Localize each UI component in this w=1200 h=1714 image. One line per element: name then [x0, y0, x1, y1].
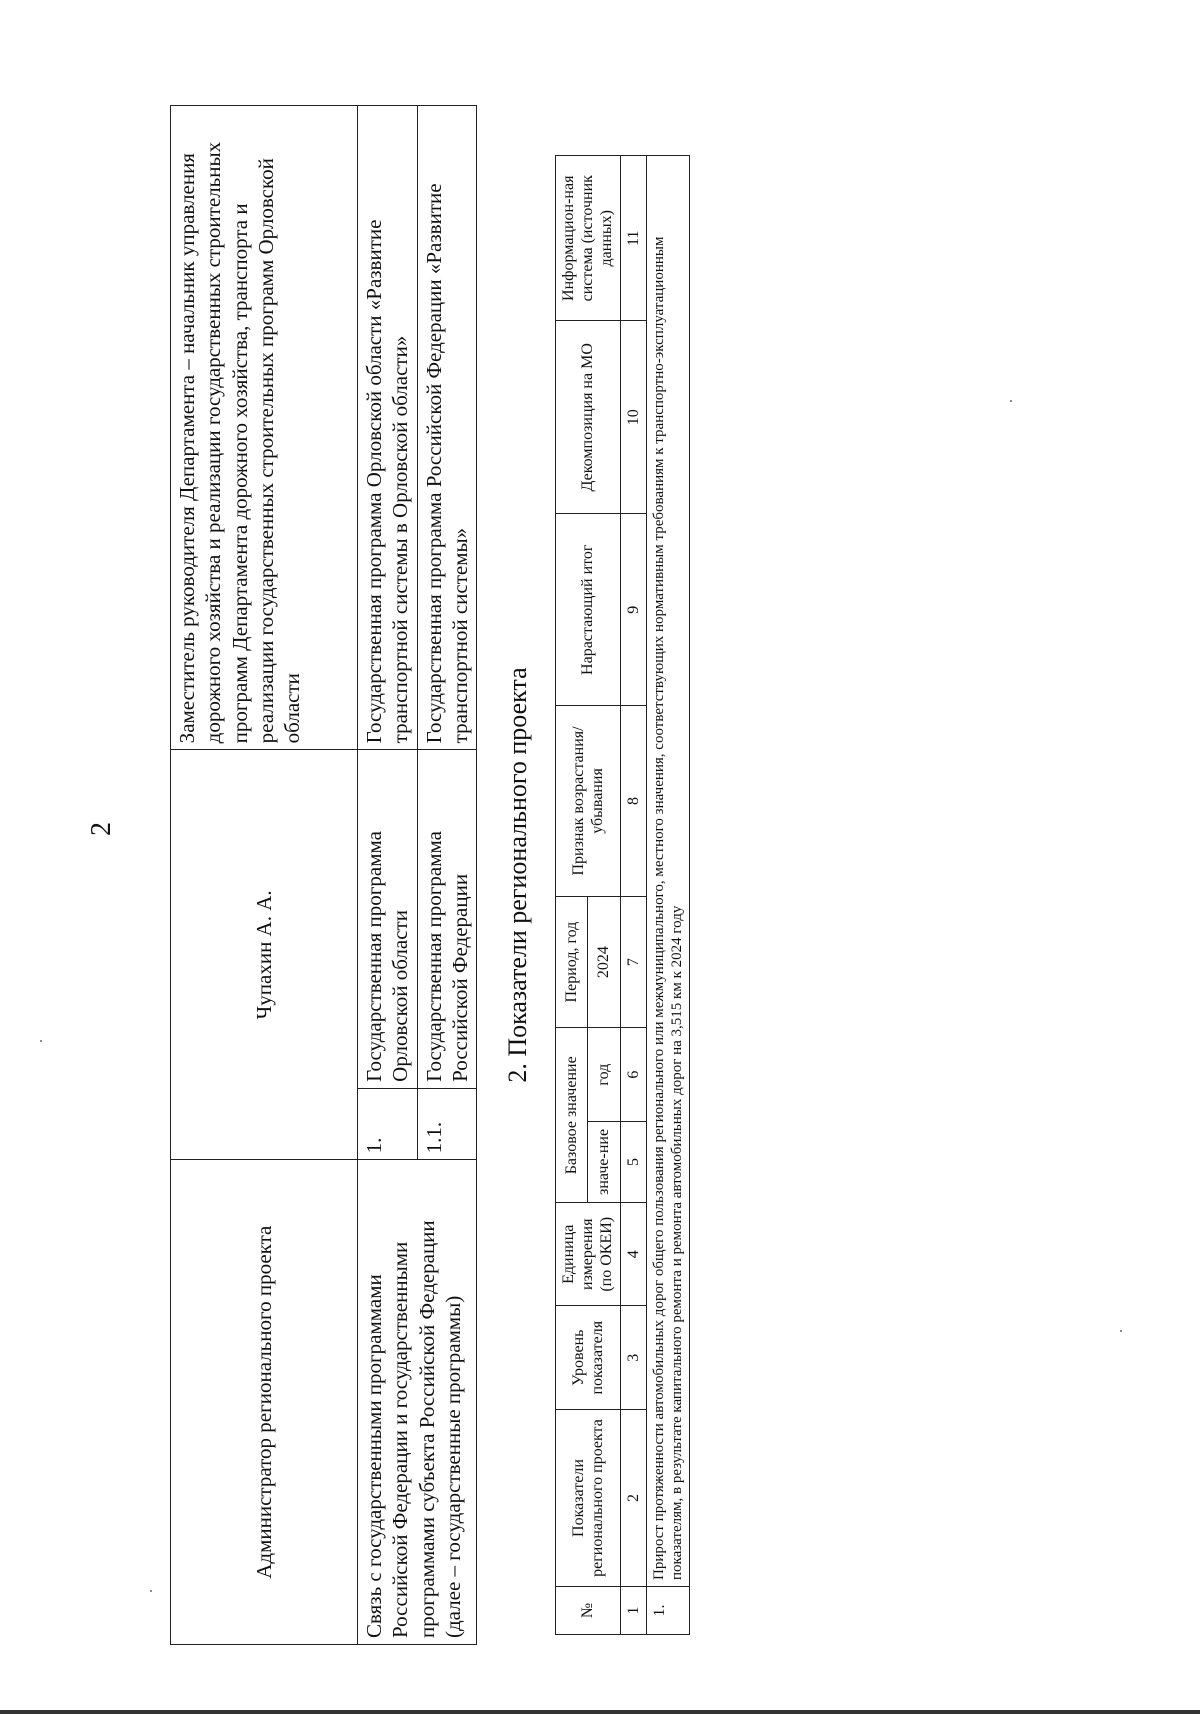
col-number: 6 [620, 1028, 646, 1121]
scan-edge-line [0, 1710, 1200, 1714]
col-number: 10 [620, 321, 646, 514]
col-number: 5 [620, 1121, 646, 1202]
admin-label: Администратор регионального проекта [171, 1160, 358, 1645]
admin-name: Чупахин А. А. [171, 750, 358, 1160]
scan-speck [150, 1590, 152, 1592]
admin-row [171, 106, 358, 1645]
admin-position: Заместитель руководителя Департамента – начальник управления дорожного хозяйства и реализации государственных строительных программ Департамента дорожного хозяйства, транспорта и реализации государственных строительных программ Орловской области [171, 106, 358, 750]
header-unit: Единица измерения (по ОКЕИ) [556, 1203, 621, 1306]
indicator-row [646, 156, 689, 1635]
col-number: 4 [620, 1203, 646, 1306]
program-num-2: 1.1. [417, 1088, 477, 1160]
indicators-table [555, 155, 690, 1635]
header-base-value: значе-ние [588, 1121, 620, 1202]
col-number: 3 [620, 1306, 646, 1410]
header-period: Период, год [556, 896, 588, 1028]
header-row-1 [556, 156, 588, 1635]
header-level: Уровень показателя [556, 1306, 621, 1410]
program-short-2: Государственная программа Российской Федерации [417, 750, 477, 1089]
col-number: 11 [620, 156, 646, 321]
rotated-document-content [170, 105, 910, 1645]
page-number: 2 [86, 822, 117, 836]
program-full-2: Государственная программа Российской Федерации «Развитие транспортной системы» [417, 106, 477, 750]
scan-speck [1010, 400, 1012, 402]
col-number: 9 [620, 514, 646, 706]
scan-speck [40, 1040, 42, 1042]
indicator-text: Прирост протяженности автомобильных дорог общего пользования регионального или межмуниципального, местного значения, соответствующих нормативным требованиям к транспортно-эксплуатационным показателям, в результате капитального ремонта и ремонта автомобильных дорог на 3,515 км к 2024 году [646, 156, 689, 1587]
program-num-1: 1. [358, 1088, 418, 1160]
program-full-1: Государственная программа Орловской области «Развитие транспортной системы в Орловской области» [358, 106, 418, 750]
scan-speck [1120, 1330, 1122, 1332]
program-short-1: Государственная программа Орловской области [358, 750, 418, 1089]
col-number: 2 [620, 1410, 646, 1587]
indicator-num: 1. [646, 1586, 689, 1634]
col-number: 7 [620, 896, 646, 1028]
program-row-1 [358, 106, 418, 1645]
header-source: Информацион-ная система (источник данных) [556, 156, 621, 321]
header-num: № [556, 1586, 621, 1634]
header-trend: Признак возрастания/ убывания [556, 706, 621, 896]
header-decomp: Декомпозиция на МО [556, 321, 621, 514]
header-base-year: год [588, 1028, 620, 1121]
header-cumulative: Нарастающий итог [556, 514, 621, 706]
col-number: 1 [620, 1586, 646, 1634]
column-number-row [620, 156, 646, 1635]
col-number: 8 [620, 706, 646, 896]
link-label: Связь с государственными программами Российской Федерации и государственными программами субъекта Российской Федерации (далее – государственные программы) [358, 1160, 477, 1645]
header-indicator: Показатели регионального проекта [556, 1410, 621, 1587]
section-title: 2. Показатели регионального проекта [503, 667, 532, 1083]
project-info-table [170, 105, 477, 1645]
header-base: Базовое значение [556, 1028, 588, 1203]
header-period-2024: 2024 [588, 896, 620, 1028]
